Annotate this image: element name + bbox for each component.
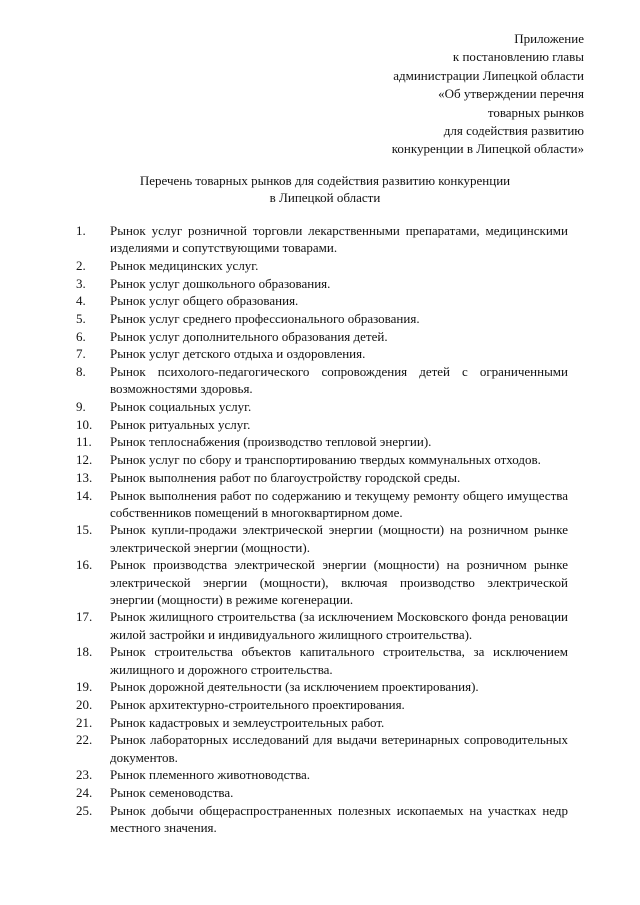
item-number: 7. — [76, 346, 86, 362]
item-number: 20. — [76, 696, 93, 712]
item-text: Рынок выполнения работ по содержанию и текущему ремонту общего имущества собственников помещений в многоквартирном доме. — [110, 487, 568, 520]
list-item — [76, 556, 568, 608]
item-number: 10. — [76, 416, 93, 432]
item-number: 8. — [76, 364, 86, 380]
list-item — [76, 696, 568, 713]
item-text: Рынок услуг розничной торговли лекарственными препаратами, медицинскими изделиями и сопутствующими товарами. — [110, 223, 568, 256]
list-item — [76, 363, 568, 397]
list-item — [76, 521, 568, 555]
markets-list — [76, 222, 568, 837]
list-item — [76, 451, 568, 468]
item-text: Рынок медицинских услуг. — [110, 257, 259, 273]
item-number: 24. — [76, 785, 93, 800]
list-item — [76, 416, 568, 433]
item-text: Рынок услуг общего образования. — [110, 293, 299, 309]
item-number: 18. — [76, 644, 93, 660]
item-number: 25. — [76, 802, 93, 818]
appendix-line: товарных рынков — [487, 104, 584, 120]
appendix-line: для содействия развитию — [443, 123, 584, 139]
item-number: 4. — [76, 293, 86, 309]
list-item — [76, 222, 568, 256]
list-item — [76, 257, 568, 274]
list-item — [76, 433, 568, 450]
item-text: Рынок кадастровых и землеустроительных работ. — [110, 714, 385, 730]
list-item — [76, 487, 568, 521]
item-text: Рынок производства электрической энергии (мощности) на розничном рынке электрической энергии (мощности), включая производство электрической энергии (мощности) в режиме когенерации. — [110, 557, 568, 607]
list-item — [76, 608, 568, 642]
item-number: 5. — [76, 311, 86, 327]
item-text: Рынок услуг детского отдыха и оздоровления. — [110, 346, 366, 362]
item-text: Рынок дорожной деятельности (за исключением проектирования). — [110, 679, 479, 695]
item-text: Рынок услуг по сбору и транспортированию твердых коммунальных отходов. — [110, 452, 541, 468]
item-text: Рынок услуг среднего профессионального образования. — [110, 311, 420, 327]
appendix-line: администрации Липецкой области — [393, 67, 584, 83]
list-item — [76, 292, 568, 309]
item-text: Рынок психолого-педагогического сопровождения детей с ограниченными возможностями здоровья. — [110, 364, 568, 397]
item-text: Рынок услуг дополнительного образования детей. — [110, 328, 388, 344]
item-number: 14. — [76, 487, 93, 503]
list-item — [76, 345, 568, 362]
list-item — [76, 310, 568, 327]
item-text: Рынок добычи общераспространенных полезных ископаемых на участках недр местного значения. — [110, 802, 568, 835]
item-number: 6. — [76, 328, 86, 344]
appendix-line: Приложение — [514, 31, 584, 46]
list-item — [76, 275, 568, 292]
item-number: 16. — [76, 557, 93, 573]
list-item — [76, 766, 568, 783]
item-text: Рынок выполнения работ по благоустройству городской среды. — [110, 469, 461, 485]
item-text: Рынок лабораторных исследований для выдачи ветеринарных сопроводительных документов. — [110, 732, 568, 765]
item-text: Рынок ритуальных услуг. — [110, 416, 251, 432]
item-number: 2. — [76, 257, 86, 273]
appendix-block — [284, 30, 584, 159]
item-text: Рынок социальных услуг. — [110, 399, 252, 415]
item-text: Рынок племенного животноводства. — [110, 767, 311, 783]
item-text: Рынок жилищного строительства (за исключением Московского фонда реновации жилой застройки и индивидуального жилищного строительства). — [110, 609, 568, 642]
item-number: 21. — [76, 714, 93, 730]
item-number: 17. — [76, 609, 93, 625]
title-line-1: Перечень товарных рынков для содействия развитию конкуренции — [139, 173, 511, 188]
item-number: 1. — [76, 223, 86, 238]
item-text: Рынок услуг дошкольного образования. — [110, 275, 331, 291]
appendix-line: к постановлению главы — [452, 49, 584, 65]
item-text: Рынок строительства объектов капитального строительства, за исключением жилищного и дорожного строительства. — [110, 644, 568, 677]
item-number: 3. — [76, 275, 86, 291]
item-number: 19. — [76, 679, 93, 695]
list-item — [76, 731, 568, 765]
item-number: 12. — [76, 452, 93, 468]
appendix-line: «Об утверждении перечня — [438, 86, 584, 102]
item-number: 9. — [76, 399, 86, 415]
list-item — [76, 802, 568, 836]
list-item — [76, 643, 568, 677]
list-item — [76, 328, 568, 345]
item-text: Рынок архитектурно-строительного проектирования. — [110, 696, 405, 712]
item-text: Рынок семеноводства. — [110, 785, 234, 800]
item-number: 15. — [76, 522, 93, 538]
item-number: 11. — [76, 434, 92, 450]
list-item — [76, 469, 568, 486]
list-item — [76, 714, 568, 731]
item-number: 22. — [76, 732, 93, 748]
item-text: Рынок купли-продажи электрической энергии (мощности) на розничном рынке электрической энергии (мощности). — [110, 522, 568, 555]
title-line-2: в Липецкой области — [269, 190, 381, 205]
list-item — [76, 678, 568, 695]
item-text: Рынок теплоснабжения (производство тепловой энергии). — [110, 434, 432, 450]
list-item — [76, 784, 568, 801]
list-item — [76, 398, 568, 415]
appendix-line: конкуренции в Липецкой области» — [391, 141, 584, 157]
document-title — [90, 172, 560, 206]
item-number: 23. — [76, 767, 93, 783]
item-number: 13. — [76, 469, 93, 485]
